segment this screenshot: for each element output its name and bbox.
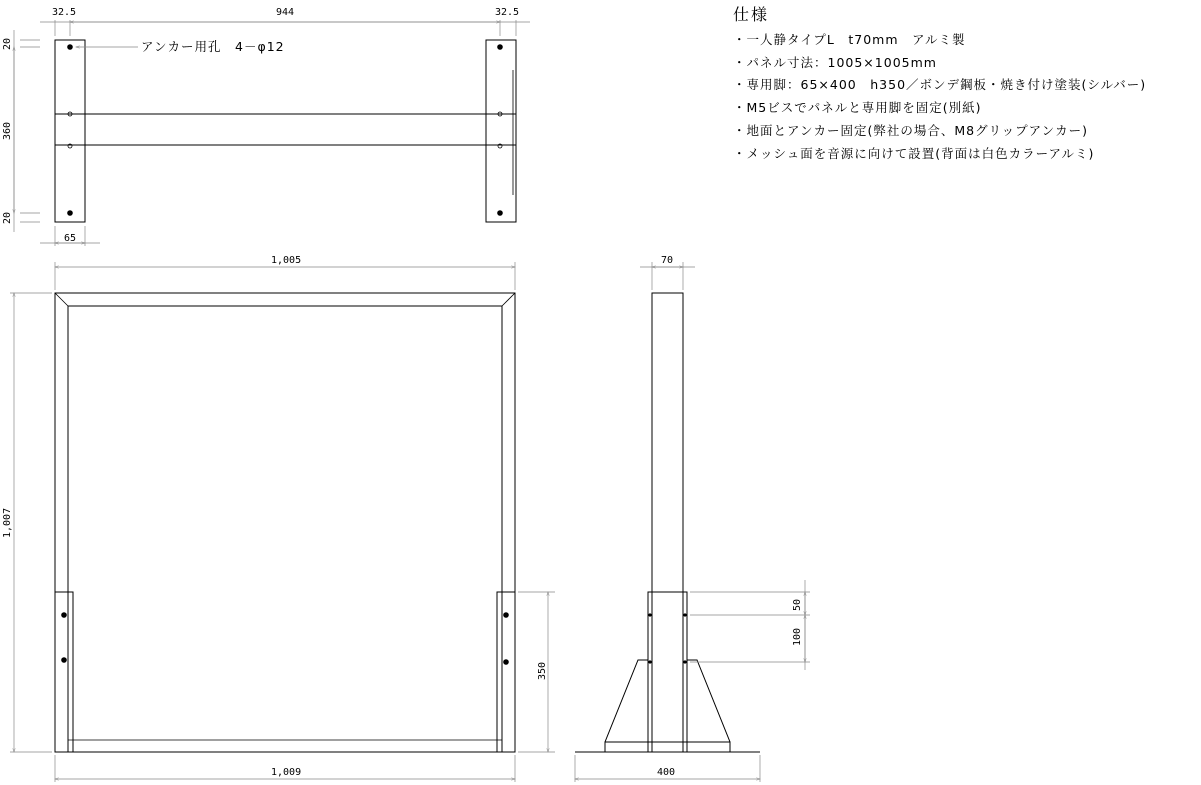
spec-item: ・専用脚：65×400 h350／ボンデ鋼板・焼き付け塗装(シルバー)	[733, 77, 1147, 93]
plan-panel-bar	[55, 114, 516, 145]
screw-hole	[503, 659, 509, 665]
side-left-gusset	[605, 660, 648, 752]
spec-item: ・メッシュ面を音源に向けて設置(背面は白色カラーアルミ)	[733, 145, 1095, 161]
screw-hole	[61, 612, 67, 618]
dim-lower-hole: 100	[792, 627, 803, 646]
spec-item: ・一人静タイプL t70mm アルミ製	[733, 32, 966, 47]
dim-upper-hole: 50	[792, 598, 803, 611]
front-view	[2, 255, 555, 782]
spec-item: ・パネル寸法：1005×1005mm	[733, 54, 937, 70]
side-base-plate	[605, 742, 730, 752]
dim-leg-width: 65	[64, 233, 77, 244]
dim-height: 1,007	[2, 507, 13, 538]
dim-leg-height: 350	[537, 661, 548, 680]
side-view	[575, 255, 810, 782]
side-leg-sleeve	[648, 592, 687, 752]
dim-span: 944	[276, 7, 295, 18]
dim-top-edge: 20	[2, 37, 13, 50]
anchor-hole	[67, 210, 73, 216]
anchor-hole	[67, 44, 73, 50]
dim-middle: 360	[2, 121, 13, 140]
dim-right-margin: 32.5	[495, 7, 520, 18]
plan-right-leg	[486, 40, 516, 222]
dim-thickness: 70	[661, 255, 674, 266]
anchor-hole	[497, 44, 503, 50]
screw-hole	[503, 612, 509, 618]
dim-left-margin: 32.5	[52, 7, 77, 18]
side-panel	[652, 293, 683, 752]
dim-bottom-edge: 20	[2, 211, 13, 224]
dim-bottom-width: 1,009	[271, 767, 302, 778]
spec-title: 仕様	[733, 5, 770, 24]
anchor-note: アンカー用孔 4－φ12	[141, 39, 285, 54]
dim-base-width: 400	[657, 767, 676, 778]
spec-item: ・地面とアンカー固定(弊社の場合、M8グリップアンカー)	[733, 122, 1088, 138]
front-panel-frame	[55, 293, 515, 752]
front-panel-inner	[68, 306, 502, 752]
spec-item: ・M5ビスでパネルと専用脚を固定(別紙)	[733, 100, 982, 116]
plan-view	[2, 7, 530, 246]
plan-left-leg	[55, 40, 85, 222]
side-right-gusset	[687, 660, 730, 752]
dim-top-width: 1,005	[271, 255, 302, 266]
screw-hole	[61, 657, 67, 663]
anchor-hole	[497, 210, 503, 216]
spec-block	[733, 2, 1146, 165]
